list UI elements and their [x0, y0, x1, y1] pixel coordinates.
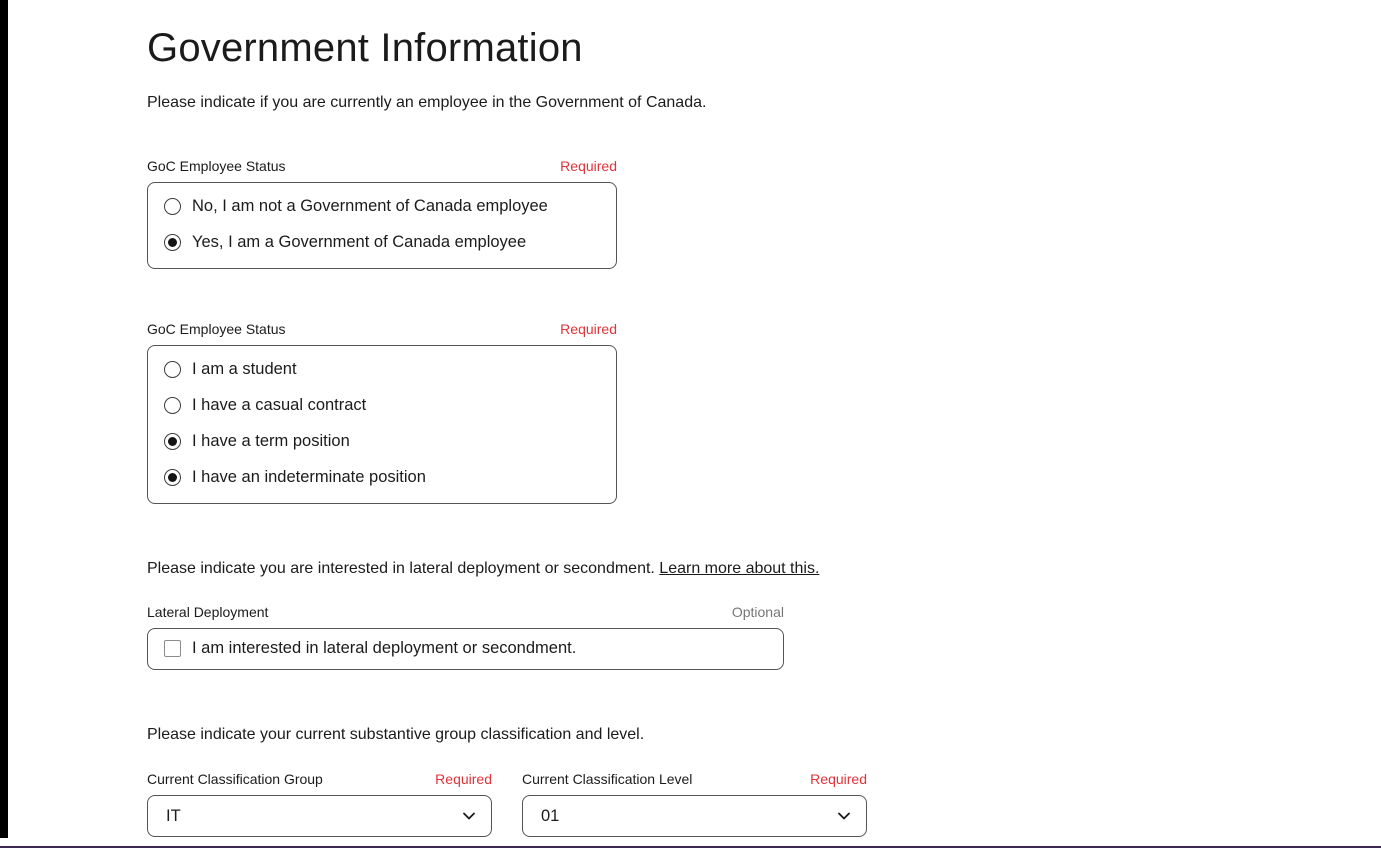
radio-button[interactable] — [164, 433, 181, 450]
radio-option-not-employee[interactable] — [164, 189, 600, 225]
lateral-prompt-text: Please indicate you are interested in lateral deployment or secondment. — [147, 559, 660, 577]
radio-button[interactable] — [164, 198, 181, 215]
classification-group-label: Current Classification Group — [147, 771, 323, 788]
classification-level-field — [522, 771, 867, 837]
employment-type-radio-group — [147, 345, 617, 504]
window-bottom-border — [0, 846, 1381, 848]
lateral-deployment-checkbox-row[interactable] — [147, 628, 784, 670]
classification-level-select[interactable] — [522, 795, 867, 837]
goc-employee-status-label: GoC Employee Status — [147, 157, 286, 174]
learn-more-link[interactable]: Learn more about this. — [659, 559, 820, 577]
lateral-deployment-section — [147, 559, 1247, 670]
lateral-deployment-checkbox[interactable] — [164, 640, 181, 657]
radio-option-label: I have a casual contract — [192, 396, 367, 415]
classification-level-label: Current Classification Level — [522, 771, 693, 788]
screen-edge-left-bar — [0, 0, 8, 838]
radio-option-student[interactable] — [164, 352, 600, 388]
radio-option-is-employee[interactable] — [164, 225, 600, 261]
chevron-down-icon — [836, 808, 852, 824]
radio-option-label: I have an indeterminate position — [192, 468, 426, 487]
classification-level-value: 01 — [541, 806, 560, 825]
radio-button[interactable] — [164, 469, 181, 486]
radio-option-term-position[interactable] — [164, 424, 600, 460]
radio-button[interactable] — [164, 361, 181, 378]
radio-option-label: No, I am not a Government of Canada employee — [192, 197, 548, 216]
classification-group-value: IT — [166, 806, 181, 825]
classification-group-select[interactable] — [147, 795, 492, 837]
optional-badge: Optional — [731, 603, 784, 620]
page-title: Government Information — [147, 26, 583, 70]
required-badge: Required — [560, 157, 617, 174]
required-badge: Required — [560, 320, 617, 337]
intro-text: Please indicate if you are currently an employee in the Government of Canada. — [147, 94, 707, 111]
classification-group-field — [147, 771, 492, 837]
radio-button[interactable] — [164, 397, 181, 414]
required-badge: Required — [810, 771, 867, 788]
radio-option-label: Yes, I am a Government of Canada employee — [192, 233, 527, 252]
radio-option-label: I am a student — [192, 360, 297, 379]
radio-button[interactable] — [164, 234, 181, 251]
checkbox-label: I am interested in lateral deployment or secondment. — [192, 639, 577, 658]
goc-employee-status-field — [147, 158, 1247, 269]
radio-option-casual-contract[interactable] — [164, 388, 600, 424]
employment-type-label: GoC Employee Status — [147, 320, 286, 337]
government-information-form — [147, 0, 1247, 837]
employment-type-field — [147, 321, 1247, 504]
goc-employee-status-radio-group — [147, 182, 617, 269]
lateral-deployment-label: Lateral Deployment — [147, 603, 269, 620]
classification-section — [147, 725, 1247, 838]
radio-option-indeterminate-position[interactable] — [164, 460, 600, 496]
required-badge: Required — [435, 771, 492, 788]
classification-prompt: Please indicate your current substantive group classification and level. — [147, 725, 645, 743]
radio-option-label: I have a term position — [192, 432, 350, 451]
lateral-prompt — [147, 559, 1247, 580]
chevron-down-icon — [461, 808, 477, 824]
